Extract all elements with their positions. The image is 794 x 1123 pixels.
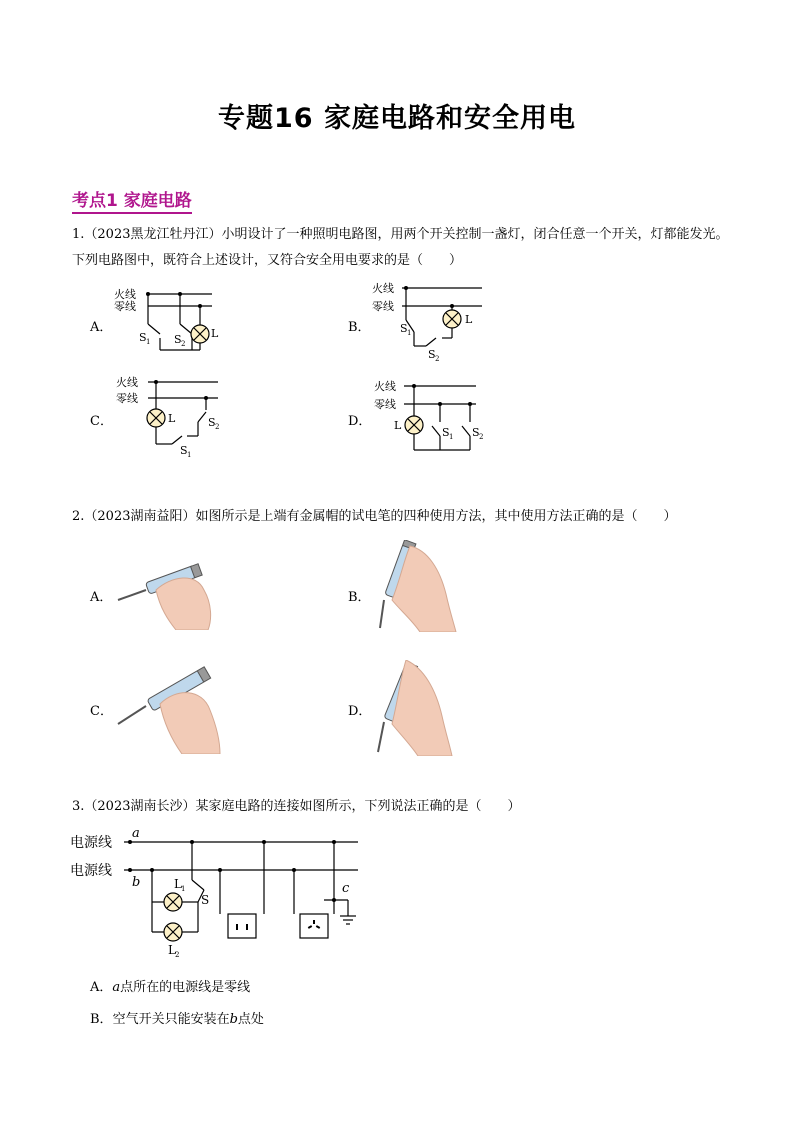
q3-answer-b: B．空气开关只能安装在b点处 xyxy=(90,1012,264,1027)
q1d-live-label: 火线 xyxy=(374,380,396,393)
svg-text:2: 2 xyxy=(181,340,186,348)
svg-text:L: L xyxy=(211,327,219,340)
svg-text:S: S xyxy=(400,322,408,335)
q3-power-line-a: 电源线 xyxy=(70,835,112,851)
q2-image-d xyxy=(370,660,470,756)
svg-text:c: c xyxy=(342,881,350,896)
svg-text:2: 2 xyxy=(215,423,220,431)
svg-text:S: S xyxy=(201,893,210,907)
question-1-text: 1.（2023黑龙江牡丹江）小明设计了一种照明电路图，用两个开关控制一盏灯，闭合任意一个开关，灯都能发光。下列电路图中，既符合上述设计，又符合安全用电要求的是（ ） xyxy=(72,227,729,268)
svg-text:S: S xyxy=(174,333,182,346)
q1-option-b-label: B． xyxy=(348,320,371,335)
section-heading: 考点1 家庭电路 xyxy=(72,186,192,211)
svg-text:L: L xyxy=(394,419,402,432)
q2-image-b xyxy=(370,540,470,632)
q1d-neutral-label: 零线 xyxy=(374,398,396,411)
svg-text:L: L xyxy=(465,313,473,326)
svg-text:2: 2 xyxy=(175,951,180,959)
q1a-live-label: 火线 xyxy=(114,288,136,301)
svg-text:S: S xyxy=(180,444,188,457)
svg-text:1: 1 xyxy=(187,451,192,459)
svg-text:S: S xyxy=(139,331,147,344)
q1-circuit-d xyxy=(370,378,490,458)
q1-circuit-a xyxy=(112,286,222,358)
svg-text:1: 1 xyxy=(146,338,151,346)
svg-text:1: 1 xyxy=(181,885,186,893)
svg-text:S: S xyxy=(428,348,436,361)
q1b-neutral-label: 零线 xyxy=(372,300,394,313)
svg-text:2: 2 xyxy=(479,433,484,441)
svg-text:1: 1 xyxy=(407,329,412,337)
q1c-live-label: 火线 xyxy=(116,376,138,389)
q2-option-d-label: D． xyxy=(348,704,372,719)
q2-image-a xyxy=(116,550,216,630)
question-2-text: 2.（2023湖南益阳）如图所示是上端有金属帽的试电笔的四种使用方法，其中使用方法正确的是（ ） xyxy=(72,509,677,524)
svg-text:b: b xyxy=(132,875,141,890)
q1c-neutral-label: 零线 xyxy=(116,392,138,405)
q2-option-b-label: B． xyxy=(348,590,371,605)
q1-option-a-label: A． xyxy=(90,320,113,335)
svg-text:1: 1 xyxy=(449,433,454,441)
svg-text:S: S xyxy=(442,426,450,439)
q1-circuit-c xyxy=(112,374,232,460)
svg-text:S: S xyxy=(208,416,216,429)
svg-text:L: L xyxy=(168,412,176,425)
q1b-live-label: 火线 xyxy=(372,282,394,295)
svg-text:L: L xyxy=(168,943,176,957)
q3-circuit xyxy=(68,828,378,962)
question-3-text: 3.（2023湖南长沙）某家庭电路的连接如图所示，下列说法正确的是（ ） xyxy=(72,799,521,814)
q1a-neutral-label: 零线 xyxy=(114,300,136,313)
q2-option-c-label: C． xyxy=(90,704,113,719)
svg-text:L: L xyxy=(174,877,182,891)
svg-text:a: a xyxy=(132,828,140,841)
svg-text:2: 2 xyxy=(435,355,440,363)
q1-option-d-label: D． xyxy=(348,414,372,429)
page-title: 专题16 家庭电路和安全用电 xyxy=(218,103,576,134)
q3-answer-a: A．a点所在的电源线是零线 xyxy=(90,980,251,995)
svg-text:S: S xyxy=(472,426,480,439)
q2-image-c xyxy=(116,654,226,754)
q1-option-c-label: C． xyxy=(90,414,113,429)
q1-circuit-b xyxy=(372,280,492,366)
q2-option-a-label: A． xyxy=(90,590,113,605)
q3-power-line-b: 电源线 xyxy=(70,863,112,879)
